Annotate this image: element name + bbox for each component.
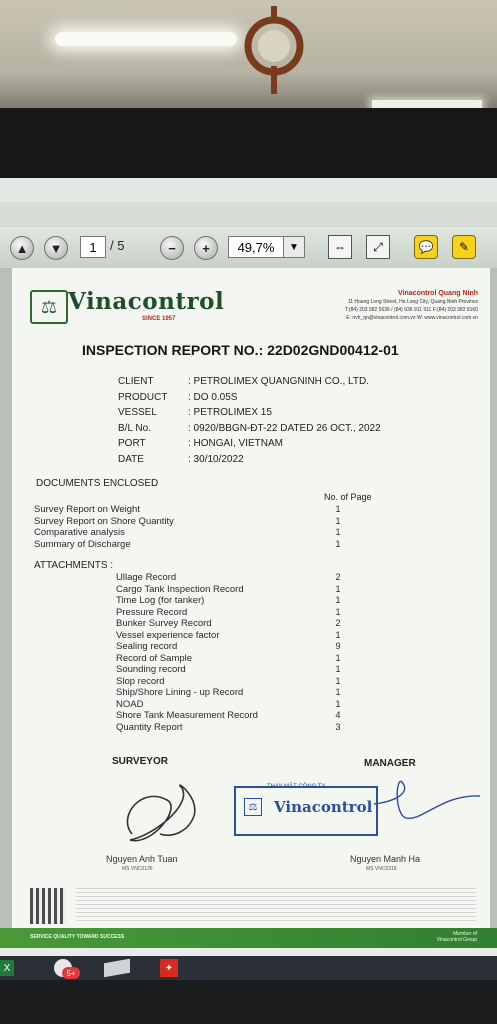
chevron-down-icon: ▼ bbox=[289, 241, 299, 253]
documents-heading: DOCUMENTS ENCLOSED bbox=[36, 478, 159, 489]
page-total: / 5 bbox=[110, 238, 125, 253]
monitor-screen bbox=[0, 178, 497, 980]
company-since: SINCE 1957 bbox=[142, 316, 176, 322]
list-item: Sealing record bbox=[116, 641, 178, 652]
zoom-out-button[interactable] bbox=[160, 236, 184, 260]
list-item: NOAD bbox=[116, 698, 144, 710]
comment-button[interactable] bbox=[414, 235, 438, 259]
attachments-list bbox=[116, 572, 258, 733]
surveyor-label: SURVEYOR bbox=[112, 756, 168, 767]
vinacontrol-logo-icon: ⚖ bbox=[30, 290, 68, 324]
attachments-heading: ATTACHMENTS : bbox=[34, 560, 114, 571]
documents-list bbox=[34, 504, 174, 550]
list-item: Ullage Record bbox=[116, 572, 177, 583]
qr-code-icon bbox=[30, 888, 66, 924]
documents-pages: 1 1 1 1 bbox=[335, 504, 341, 549]
list-item: Shore Tank Measurement Record bbox=[116, 710, 258, 721]
stamp-header: THAY MẶT CÔNG TY bbox=[267, 784, 326, 790]
surveyor-code: MS VNC0126 bbox=[122, 866, 153, 872]
notification-badge: 5+ bbox=[62, 967, 80, 979]
excel-taskbar-icon[interactable]: X bbox=[0, 960, 14, 976]
page-number-input[interactable]: 1 bbox=[80, 236, 106, 258]
manager-label: MANAGER bbox=[364, 758, 416, 769]
wall-clock-icon bbox=[243, 6, 305, 98]
list-item: Summary of Discharge bbox=[34, 538, 131, 550]
pdf-toolbar bbox=[0, 228, 497, 269]
window-titlebar bbox=[0, 178, 497, 202]
plus-icon: + bbox=[202, 240, 210, 256]
list-item: Time Log (for tanker) bbox=[116, 595, 205, 606]
document-viewer[interactable] bbox=[0, 268, 497, 928]
list-item: Survey Report on Weight bbox=[34, 504, 140, 515]
info-row: DATE : 30/10/2022 bbox=[118, 453, 244, 465]
fit-page-icon: ⤢ bbox=[373, 239, 383, 254]
info-row: PRODUCT : DO 0.05S bbox=[118, 391, 238, 403]
info-row: PORT : HONGAI, VIETNAM bbox=[118, 438, 284, 449]
address-line: 11 Hoang Long Street, Ha Long City, Quang Ninh Province bbox=[347, 299, 478, 305]
fit-width-button[interactable] bbox=[328, 235, 352, 259]
highlight-button[interactable] bbox=[452, 235, 476, 259]
attachments-pages: 2 1 1 1 2 1 9 1 1 1 1 1 4 3 bbox=[335, 572, 341, 732]
list-item: Vessel experience factor bbox=[116, 629, 220, 641]
arrow-up-icon: ▲ bbox=[15, 240, 29, 256]
fit-page-button[interactable] bbox=[366, 235, 390, 259]
list-item: Sounding record bbox=[116, 664, 186, 675]
footer-member: Member of Vinacontrol Group bbox=[436, 931, 477, 943]
company-address-block bbox=[345, 290, 478, 322]
folder-taskbar-icon[interactable] bbox=[104, 959, 130, 978]
fine-print bbox=[76, 888, 476, 922]
contact-line: T:(84) 203 382 5636 / (84) 936 911 911 F:(84) 203 382 8160 bbox=[345, 307, 478, 313]
list-item: Ship/Shore Lining - up Record bbox=[116, 687, 244, 698]
menu-bar bbox=[0, 202, 497, 227]
email-line: E: nvh_qn@vinacontrol.com.vn W: www.vinacontrol.com.vn bbox=[346, 315, 478, 321]
list-item: Record of Sample bbox=[116, 652, 193, 664]
list-item: Survey Report on Shore Quantity bbox=[34, 515, 174, 527]
fit-width-icon: ⇔ bbox=[334, 240, 346, 254]
list-item: Cargo Tank Inspection Record bbox=[116, 583, 244, 595]
pdf-taskbar-icon[interactable]: ✦ bbox=[160, 959, 178, 977]
footer-slogan: SERVICE QUALITY TOWARD SUCCESS bbox=[30, 934, 125, 940]
list-item: Quantity Report bbox=[116, 721, 183, 733]
document-footer bbox=[0, 928, 497, 948]
list-item: Slop record bbox=[116, 675, 165, 687]
list-item: Comparative analysis bbox=[34, 527, 125, 538]
info-row: B/L No. : 0920/BBGN-ĐT-22 DATED 26 OCT., 2022 bbox=[118, 422, 381, 434]
taskbar bbox=[0, 956, 497, 980]
manager-signature-icon bbox=[372, 774, 482, 824]
company-logo-text: Vinacontrol bbox=[68, 288, 225, 315]
ceiling-light bbox=[55, 32, 237, 46]
report-title: INSPECTION REPORT NO.: 22D02GND00412-01 bbox=[82, 342, 399, 358]
monitor-bottom-bezel bbox=[0, 980, 497, 1024]
next-page-button[interactable] bbox=[44, 236, 68, 260]
zoom-level-input[interactable]: 49,7% bbox=[228, 236, 284, 258]
surveyor-signature-icon bbox=[112, 776, 212, 854]
arrow-down-icon: ▼ bbox=[49, 240, 63, 256]
info-row: CLIENT : PETROLIMEX QUANGNINH CO., LTD. bbox=[118, 376, 369, 387]
pdf-page bbox=[12, 268, 490, 928]
zoom-dropdown-button[interactable] bbox=[283, 236, 305, 258]
list-item: Pressure Record bbox=[116, 606, 188, 618]
manager-code: MS VNC0318 bbox=[366, 866, 397, 872]
pages-heading: No. of Page bbox=[324, 492, 372, 502]
zoom-in-button[interactable] bbox=[194, 236, 218, 260]
branch-name: Vinacontrol Quang Ninh bbox=[398, 290, 478, 297]
previous-page-button[interactable] bbox=[10, 236, 34, 260]
stamp-logo-icon: ⚖ bbox=[244, 798, 262, 816]
surveyor-name: Nguyen Anh Tuan bbox=[106, 854, 178, 864]
stamp-company: Vinacontrol bbox=[274, 798, 373, 816]
speech-bubble-icon: 💬 bbox=[418, 240, 434, 254]
manager-name: Nguyen Manh Ha bbox=[350, 854, 421, 864]
pen-icon: ✎ bbox=[458, 240, 470, 254]
monitor-bezel bbox=[0, 108, 497, 180]
info-row: VESSEL : PETROLIMEX 15 bbox=[118, 407, 272, 418]
minus-icon: − bbox=[168, 240, 176, 256]
list-item: Bunker Survey Record bbox=[116, 618, 212, 629]
report-info-table bbox=[118, 376, 381, 469]
